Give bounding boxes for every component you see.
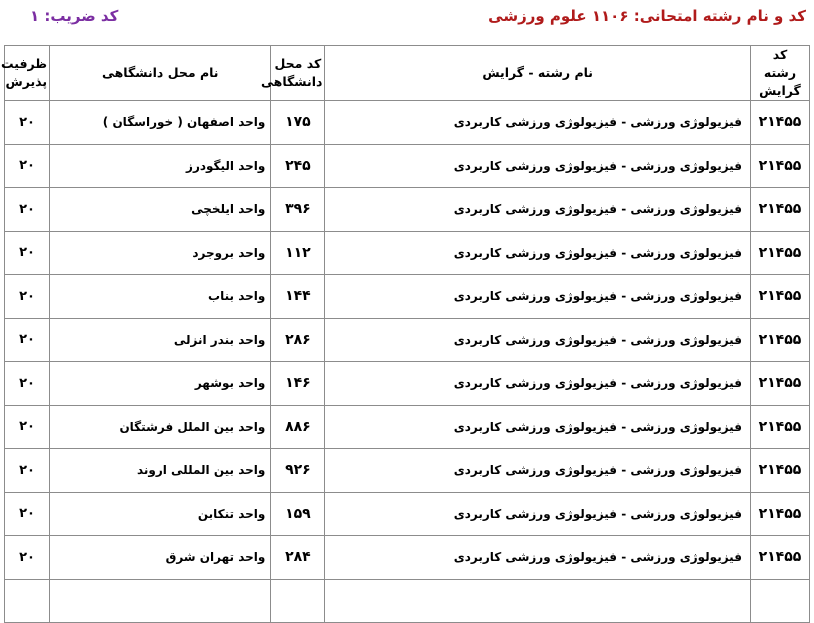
row-capacity-cell: ۲۰ xyxy=(5,275,50,319)
row-unit-code-cell: ۱۴۶ xyxy=(271,362,325,406)
row-code-cell: ۲۱۴۵۵ xyxy=(750,188,809,232)
table-row xyxy=(5,318,810,362)
table-row xyxy=(5,492,810,536)
coefficient-code: کد ضریب: ۱ xyxy=(30,7,119,25)
row-name-cell: فیزیولوژی ورزشی - فیزیولوژی ورزشی کاربردی xyxy=(325,188,751,232)
row-unit-name-cell: واحد تنکابن xyxy=(50,492,271,536)
row-unit-name-cell: واحد تهران شرق xyxy=(50,536,271,580)
page-header xyxy=(0,5,814,29)
row-unit-name-cell: واحد اصفهان ( خوراسگان ) xyxy=(50,101,271,145)
row-code-cell: ۲۱۴۵۵ xyxy=(750,101,809,145)
row-unit-code-cell: ۲۸۴ xyxy=(271,536,325,580)
row-unit-code-cell: ۸۸۶ xyxy=(271,405,325,449)
row-code-cell: ۲۱۴۵۵ xyxy=(750,405,809,449)
row-unit-name-cell: واحد بروجرد xyxy=(50,231,271,275)
table-row xyxy=(5,405,810,449)
row-unit-name-cell: واحد بناب xyxy=(50,275,271,319)
row-capacity-cell: ۲۰ xyxy=(5,362,50,406)
row-capacity-cell: ۲۰ xyxy=(5,492,50,536)
row-code-cell: ۲۱۴۵۵ xyxy=(750,492,809,536)
row-capacity-cell: ۲۰ xyxy=(5,449,50,493)
row-capacity-cell: ۲۰ xyxy=(5,144,50,188)
table-row xyxy=(5,362,810,406)
row-name-cell: فیزیولوژی ورزشی - فیزیولوژی ورزشی کاربردی xyxy=(325,492,751,536)
row-name-cell: فیزیولوژی ورزشی - فیزیولوژی ورزشی کاربردی xyxy=(325,231,751,275)
column-header-code xyxy=(750,46,809,101)
page-title: کد و نام رشته امتحانی: ۱۱۰۶ علوم ورزشی xyxy=(488,7,806,25)
row-unit-code-cell: ۱۱۲ xyxy=(271,231,325,275)
row-capacity-cell: ۲۰ xyxy=(5,101,50,145)
column-header-capacity-label: ظرفیت پذیرش xyxy=(1,56,48,89)
row-unit-name-cell: واحد بوشهر xyxy=(50,362,271,406)
program-table xyxy=(1,45,810,623)
row-name-cell: فیزیولوژی ورزشی - فیزیولوژی ورزشی کاربردی xyxy=(325,536,751,580)
row-name-cell xyxy=(325,579,751,623)
row-unit-code-cell: ۲۸۶ xyxy=(271,318,325,362)
row-name-cell: فیزیولوژی ورزشی - فیزیولوژی ورزشی کاربردی xyxy=(325,362,751,406)
row-code-cell: ۲۱۴۵۵ xyxy=(750,536,809,580)
row-capacity-cell: ۲۰ xyxy=(5,536,50,580)
row-capacity-cell: ۲۰ xyxy=(5,405,50,449)
row-capacity-cell: ۲۰ xyxy=(5,318,50,362)
row-name-cell: فیزیولوژی ورزشی - فیزیولوژی ورزشی کاربردی xyxy=(325,144,751,188)
row-unit-name-cell xyxy=(50,579,271,623)
table-row xyxy=(5,579,810,623)
table-header-row xyxy=(5,46,810,101)
table-row xyxy=(5,449,810,493)
row-capacity-cell: ۲۰ xyxy=(5,231,50,275)
table-row xyxy=(5,101,810,145)
row-code-cell: ۲۱۴۵۵ xyxy=(750,449,809,493)
row-name-cell: فیزیولوژی ورزشی - فیزیولوژی ورزشی کاربردی xyxy=(325,275,751,319)
row-unit-code-cell xyxy=(271,579,325,623)
table-row xyxy=(5,275,810,319)
row-code-cell: ۲۱۴۵۵ xyxy=(750,362,809,406)
row-unit-code-cell: ۱۵۹ xyxy=(271,492,325,536)
column-header-name: نام رشته - گرایش xyxy=(325,46,751,101)
table-row xyxy=(5,144,810,188)
row-name-cell: فیزیولوژی ورزشی - فیزیولوژی ورزشی کاربردی xyxy=(325,318,751,362)
row-capacity-cell: ۲۰ xyxy=(5,188,50,232)
row-unit-code-cell: ۱۷۵ xyxy=(271,101,325,145)
column-header-capacity xyxy=(1,46,50,101)
row-name-cell: فیزیولوژی ورزشی - فیزیولوژی ورزشی کاربردی xyxy=(325,405,751,449)
row-unit-name-cell: واحد ایلخچی xyxy=(50,188,271,232)
row-unit-name-cell: واحد بندر انزلی xyxy=(50,318,271,362)
row-unit-name-cell: واحد الیگودرز xyxy=(50,144,271,188)
row-unit-code-cell: ۲۴۵ xyxy=(271,144,325,188)
table-row xyxy=(5,231,810,275)
row-code-cell: ۲۱۴۵۵ xyxy=(750,144,809,188)
row-unit-name-cell: واحد بین الملل فرشتگان xyxy=(50,405,271,449)
row-unit-code-cell: ۱۴۴ xyxy=(271,275,325,319)
row-unit-code-cell: ۳۹۶ xyxy=(271,188,325,232)
column-header-unit-code-label: کد محل دانشگاهی xyxy=(261,56,323,89)
row-name-cell: فیزیولوژی ورزشی - فیزیولوژی ورزشی کاربردی xyxy=(325,101,751,145)
row-code-cell: ۲۱۴۵۵ xyxy=(750,275,809,319)
column-header-code-label: کد رشته گرایش xyxy=(759,47,801,98)
column-header-unit-name: نام محل دانشگاهی xyxy=(50,46,271,101)
row-name-cell: فیزیولوژی ورزشی - فیزیولوژی ورزشی کاربردی xyxy=(325,449,751,493)
row-capacity-cell xyxy=(5,579,50,623)
row-code-cell: ۲۱۴۵۵ xyxy=(750,318,809,362)
column-header-unit-code xyxy=(261,46,325,101)
table-row xyxy=(5,188,810,232)
table-row xyxy=(5,536,810,580)
row-code-cell xyxy=(750,579,809,623)
row-code-cell: ۲۱۴۵۵ xyxy=(750,231,809,275)
row-unit-code-cell: ۹۲۶ xyxy=(271,449,325,493)
row-unit-name-cell: واحد بین المللی اروند xyxy=(50,449,271,493)
